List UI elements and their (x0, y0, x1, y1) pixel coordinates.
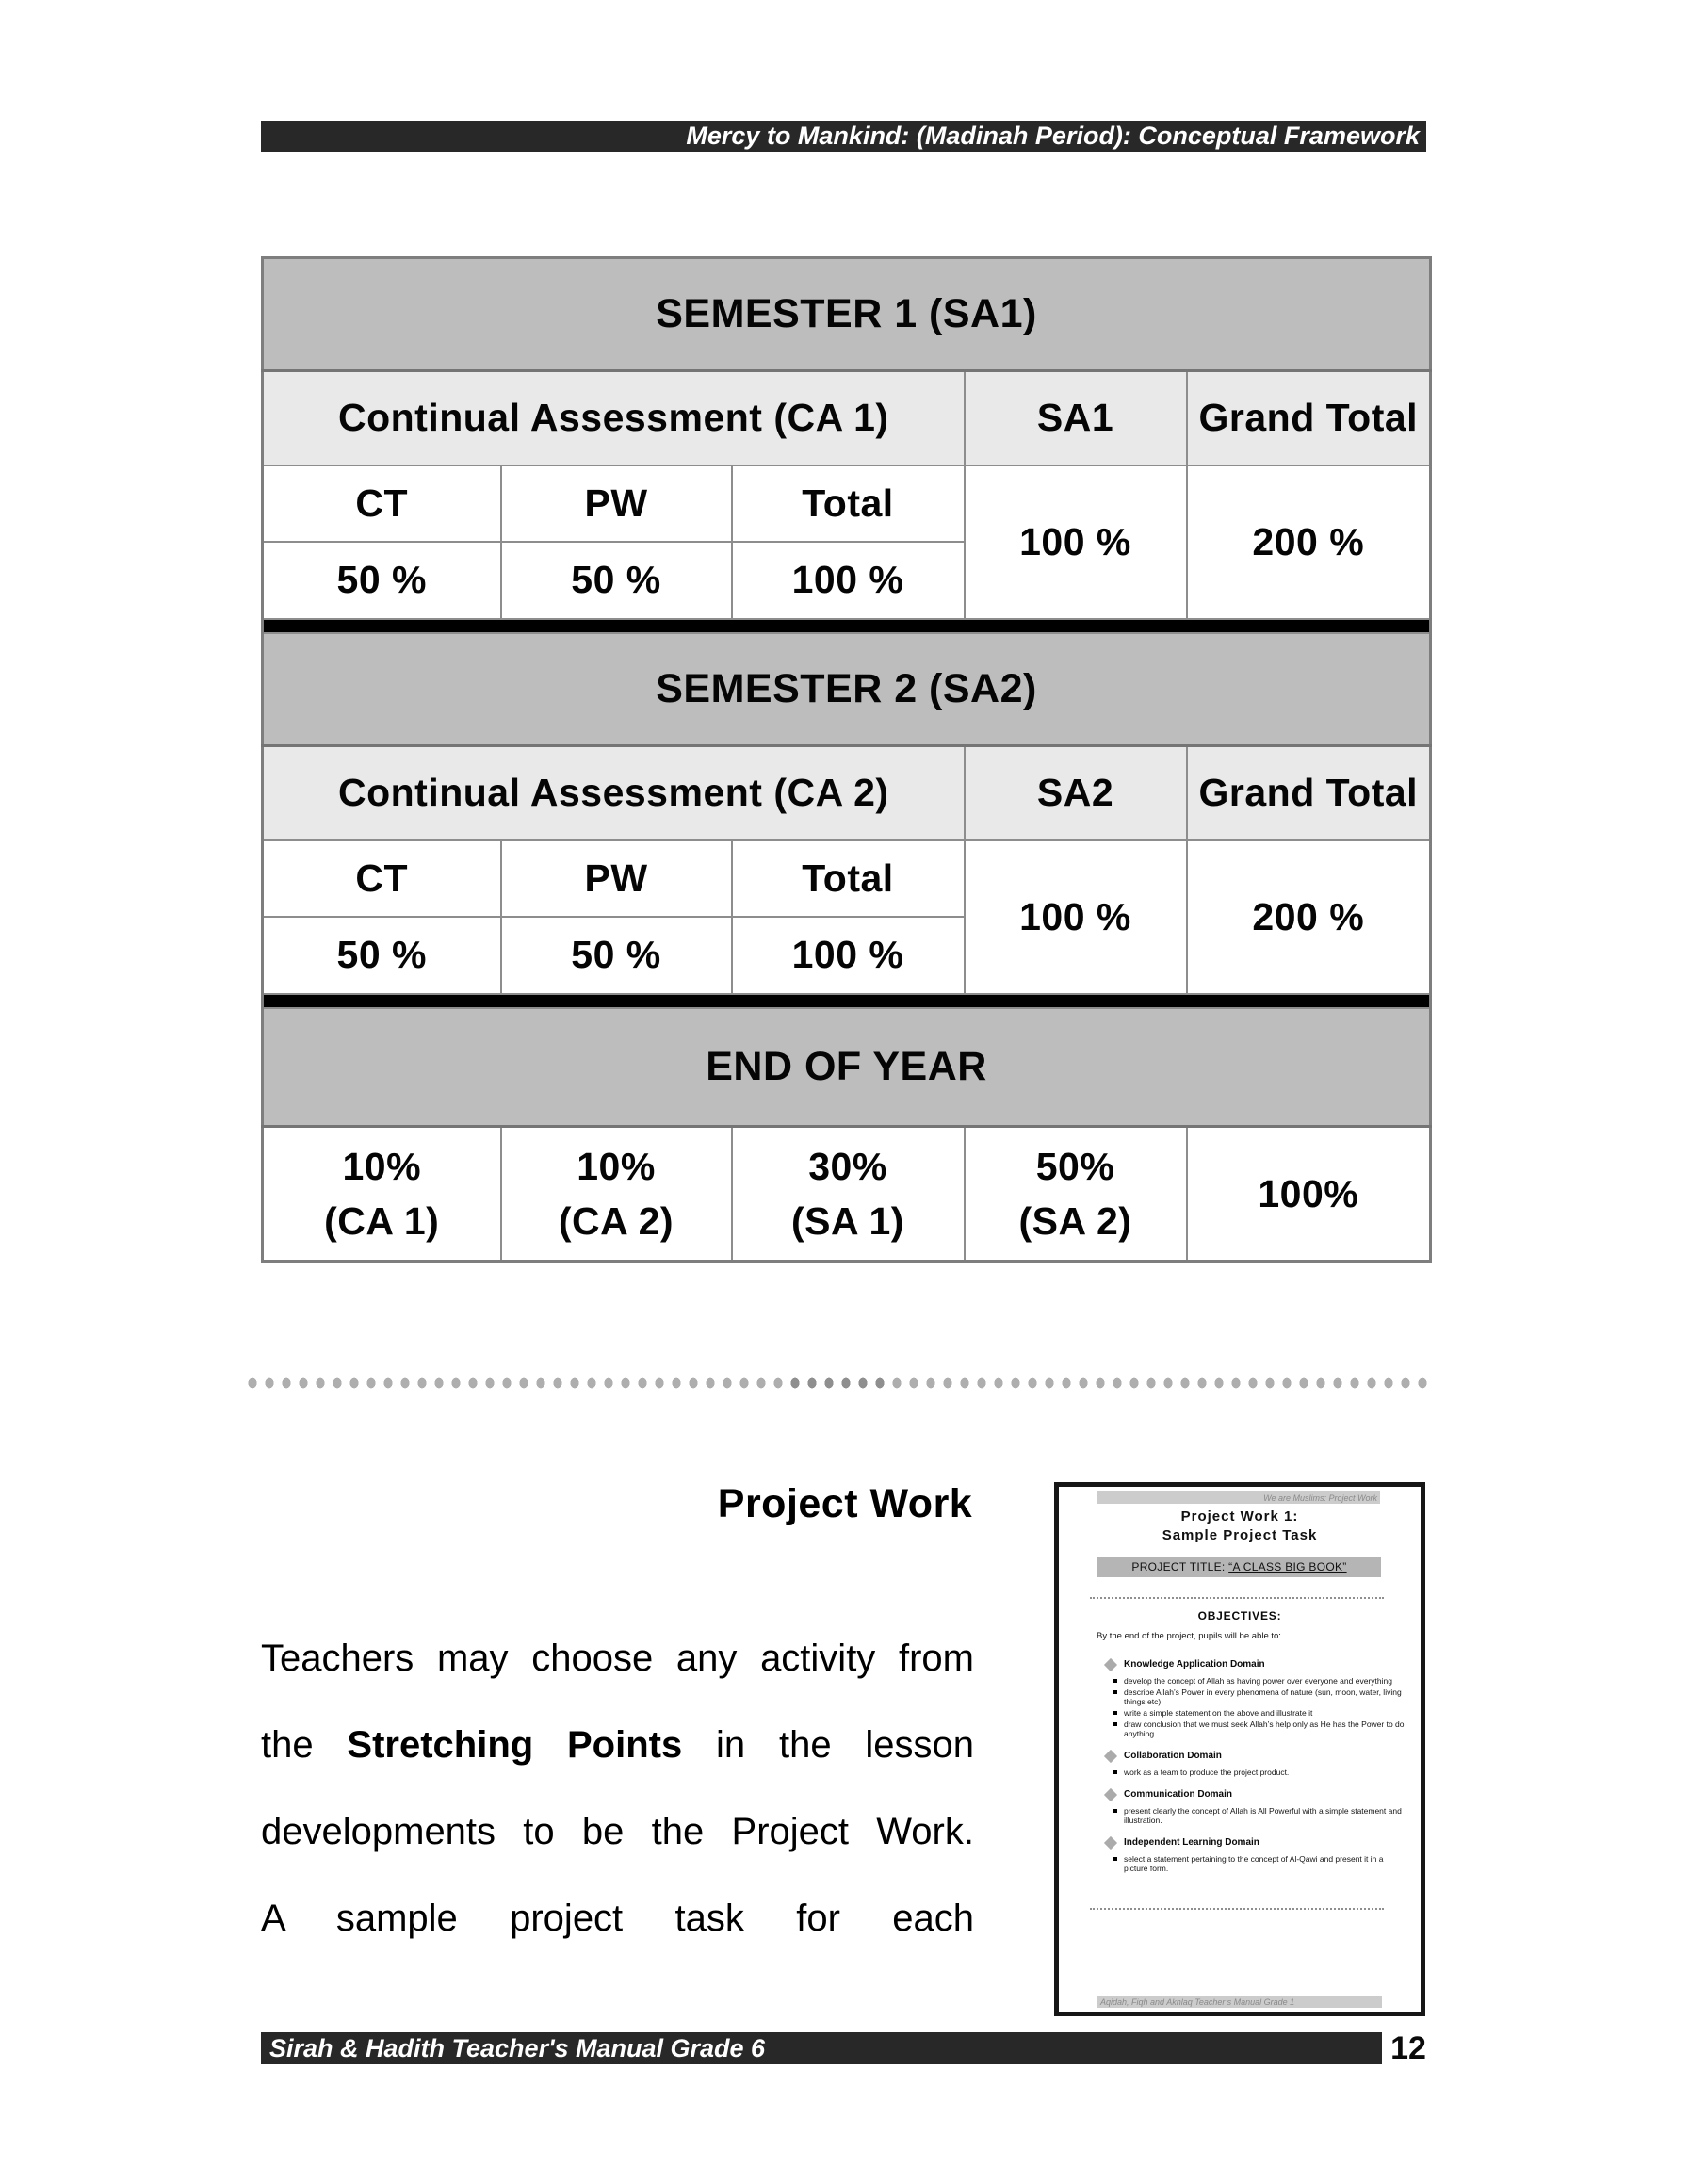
semester2-sa-value-cell: 100 % (965, 840, 1187, 994)
project-title-label: PROJECT TITLE: (1131, 1560, 1229, 1573)
thumbnail-footer-text: Aqidah, Fiqh and Akhlaq Teacher’s Manual Grade 1 (1100, 1997, 1295, 2007)
paragraph-text: in the lesson (682, 1724, 974, 1766)
domain-list-item (1113, 1768, 1406, 1777)
table-row (263, 1127, 1431, 1262)
domain-list-item (1113, 1719, 1406, 1738)
project-title-value: “A CLASS BIG BOOK” (1228, 1560, 1347, 1573)
paragraph-text: the (261, 1724, 348, 1766)
semester2-pw-value-cell: 50 % (501, 917, 732, 994)
eoy-value: 10% (342, 1145, 422, 1188)
square-bullet-icon (1113, 1857, 1117, 1861)
domain-list-item (1113, 1854, 1406, 1873)
table-divider-bar (263, 994, 1431, 1008)
eoy-sa1-cell (732, 1127, 965, 1262)
semester2-ct-value-cell: 50 % (263, 917, 501, 994)
table-row (263, 1008, 1431, 1127)
table-row (263, 840, 1431, 917)
thumbnail-title-line1: Project Work 1: (1180, 1508, 1299, 1524)
semester2-pw-label-cell: PW (501, 840, 732, 917)
project-work-heading: Project Work (717, 1481, 973, 1526)
page-footer-text: Sirah & Hadith Teacher's Manual Grade 6 (269, 2033, 766, 2062)
table-row (263, 371, 1431, 465)
eoy-ca2-cell (501, 1127, 732, 1262)
domain-heading (1106, 1659, 1421, 1670)
semester1-grand-total-value-cell: 200 % (1187, 465, 1431, 619)
domain-item-text: present clearly the concept of Allah is All Powerful with a simple statement and illustration. (1124, 1806, 1402, 1825)
semester1-ct-label-cell: CT (263, 465, 501, 542)
domain-heading (1106, 1789, 1421, 1800)
eoy-label: (SA 2) (1018, 1199, 1132, 1243)
diamond-bullet-icon (1104, 1835, 1117, 1849)
semester1-pw-value-cell: 50 % (501, 542, 732, 619)
semester1-title-cell: SEMESTER 1 (SA1) (263, 258, 1431, 371)
page-footer-bar (261, 2032, 1382, 2064)
dotted-divider-dark-segment (789, 1377, 891, 1390)
thumbnail-footer-bar (1097, 1996, 1382, 2008)
page-number: 12 (1390, 2029, 1426, 2066)
semester2-sa-header-cell: SA2 (965, 746, 1187, 840)
thumbnail-objectives-intro: By the end of the project, pupils will be able to: (1097, 1631, 1281, 1641)
domain-heading (1106, 1837, 1421, 1848)
semester1-ct-value-cell: 50 % (263, 542, 501, 619)
table-row (263, 465, 1431, 542)
domain-name: Knowledge Application Domain (1124, 1659, 1265, 1670)
domain-name: Collaboration Domain (1124, 1751, 1222, 1761)
semester2-total-value-cell: 100 % (732, 917, 965, 994)
semester1-ca-header-cell: Continual Assessment (CA 1) (263, 371, 965, 465)
paragraph-line (261, 1702, 974, 1788)
table-divider-bar (263, 619, 1431, 633)
paragraph-line (261, 1875, 974, 1962)
eoy-label: (SA 1) (791, 1199, 904, 1243)
semester2-total-label-cell: Total (732, 840, 965, 917)
eoy-value: 50% (1035, 1145, 1115, 1188)
eoy-value: 100% (1258, 1172, 1359, 1215)
paragraph-line (261, 1788, 974, 1875)
thumbnail-header-text: We are Muslims: Project Work (1263, 1492, 1377, 1503)
page-header-bar (261, 121, 1426, 152)
domain-item-text: work as a team to produce the project product. (1124, 1768, 1290, 1777)
paragraph-text: A sample project task for each (261, 1898, 974, 1939)
domain-item-text: draw conclusion that we must seek Allah’s help only as He has the Power to do anything. (1124, 1719, 1405, 1738)
thumbnail-title-line2: Sample Project Task (1162, 1527, 1318, 1543)
thumbnail-title (1059, 1508, 1421, 1545)
project-work-paragraph (261, 1615, 974, 1962)
paragraph-text: developments to be the Project Work. (261, 1811, 974, 1852)
table-row (263, 258, 1431, 371)
semester1-total-value-cell: 100 % (732, 542, 965, 619)
page-header-text: Mercy to Mankind: (Madinah Period): Conceptual Framework (686, 122, 1420, 150)
semester1-pw-label-cell: PW (501, 465, 732, 542)
domain-item-text: select a statement pertaining to the concept of Al-Qawi and present it in a picture form. (1124, 1854, 1384, 1873)
diamond-bullet-icon (1104, 1749, 1117, 1762)
square-bullet-icon (1113, 1722, 1117, 1726)
square-bullet-icon (1113, 1809, 1117, 1813)
domain-item-text: develop the concept of Allah as having power over everyone and everything (1124, 1676, 1392, 1686)
square-bullet-icon (1113, 1711, 1117, 1715)
eoy-value: 10% (577, 1145, 656, 1188)
square-bullet-icon (1113, 1770, 1117, 1774)
thumbnail-project-title-bar (1097, 1557, 1381, 1577)
eoy-label: (CA 2) (558, 1199, 674, 1243)
domain-item-text: describe Allah’s Power in every phenomena of nature (sun, moon, water, living things etc) (1124, 1687, 1402, 1706)
thumbnail-dotted-line (1090, 1597, 1384, 1599)
eoy-label: (CA 1) (324, 1199, 440, 1243)
domain-list-item (1113, 1687, 1406, 1706)
thumbnail-header-bar (1097, 1491, 1380, 1504)
paragraph-text: Teachers may choose any activity from (261, 1638, 974, 1679)
diamond-bullet-icon (1104, 1787, 1117, 1801)
eoy-sa2-cell (965, 1127, 1187, 1262)
thumbnail-dotted-line (1090, 1908, 1384, 1910)
semester2-grand-total-header-cell: Grand Total (1187, 746, 1431, 840)
semester1-sa-value-cell: 100 % (965, 465, 1187, 619)
paragraph-line (261, 1615, 974, 1702)
diamond-bullet-icon (1104, 1657, 1117, 1671)
domain-name: Independent Learning Domain (1124, 1837, 1259, 1848)
semester1-sa-header-cell: SA1 (965, 371, 1187, 465)
semester1-total-label-cell: Total (732, 465, 965, 542)
thumbnail-objectives-heading: OBJECTIVES: (1197, 1609, 1282, 1622)
domain-name: Communication Domain (1124, 1789, 1233, 1800)
table-row (263, 633, 1431, 746)
semester2-grand-total-value-cell: 200 % (1187, 840, 1431, 994)
table-row (263, 746, 1431, 840)
assessment-weighting-table (261, 256, 1432, 1263)
sample-project-page-thumbnail (1054, 1482, 1425, 2016)
semester2-ct-label-cell: CT (263, 840, 501, 917)
eoy-total-cell (1187, 1127, 1431, 1262)
semester2-ca-header-cell: Continual Assessment (CA 2) (263, 746, 965, 840)
thumbnail-domains (1059, 1647, 1421, 1875)
domain-list-item (1113, 1806, 1406, 1825)
semester1-grand-total-header-cell: Grand Total (1187, 371, 1431, 465)
domain-list-item (1113, 1708, 1406, 1718)
eoy-ca1-cell (263, 1127, 501, 1262)
paragraph-bold-text: Stretching Points (347, 1724, 683, 1766)
eoy-value: 30% (808, 1145, 887, 1188)
domain-heading (1106, 1751, 1421, 1761)
domain-item-text: write a simple statement on the above and illustrate it (1124, 1708, 1313, 1718)
square-bullet-icon (1113, 1690, 1117, 1694)
domain-list-item (1113, 1676, 1406, 1686)
end-of-year-title-cell: END OF YEAR (263, 1008, 1431, 1127)
semester2-title-cell: SEMESTER 2 (SA2) (263, 633, 1431, 746)
square-bullet-icon (1113, 1679, 1117, 1683)
